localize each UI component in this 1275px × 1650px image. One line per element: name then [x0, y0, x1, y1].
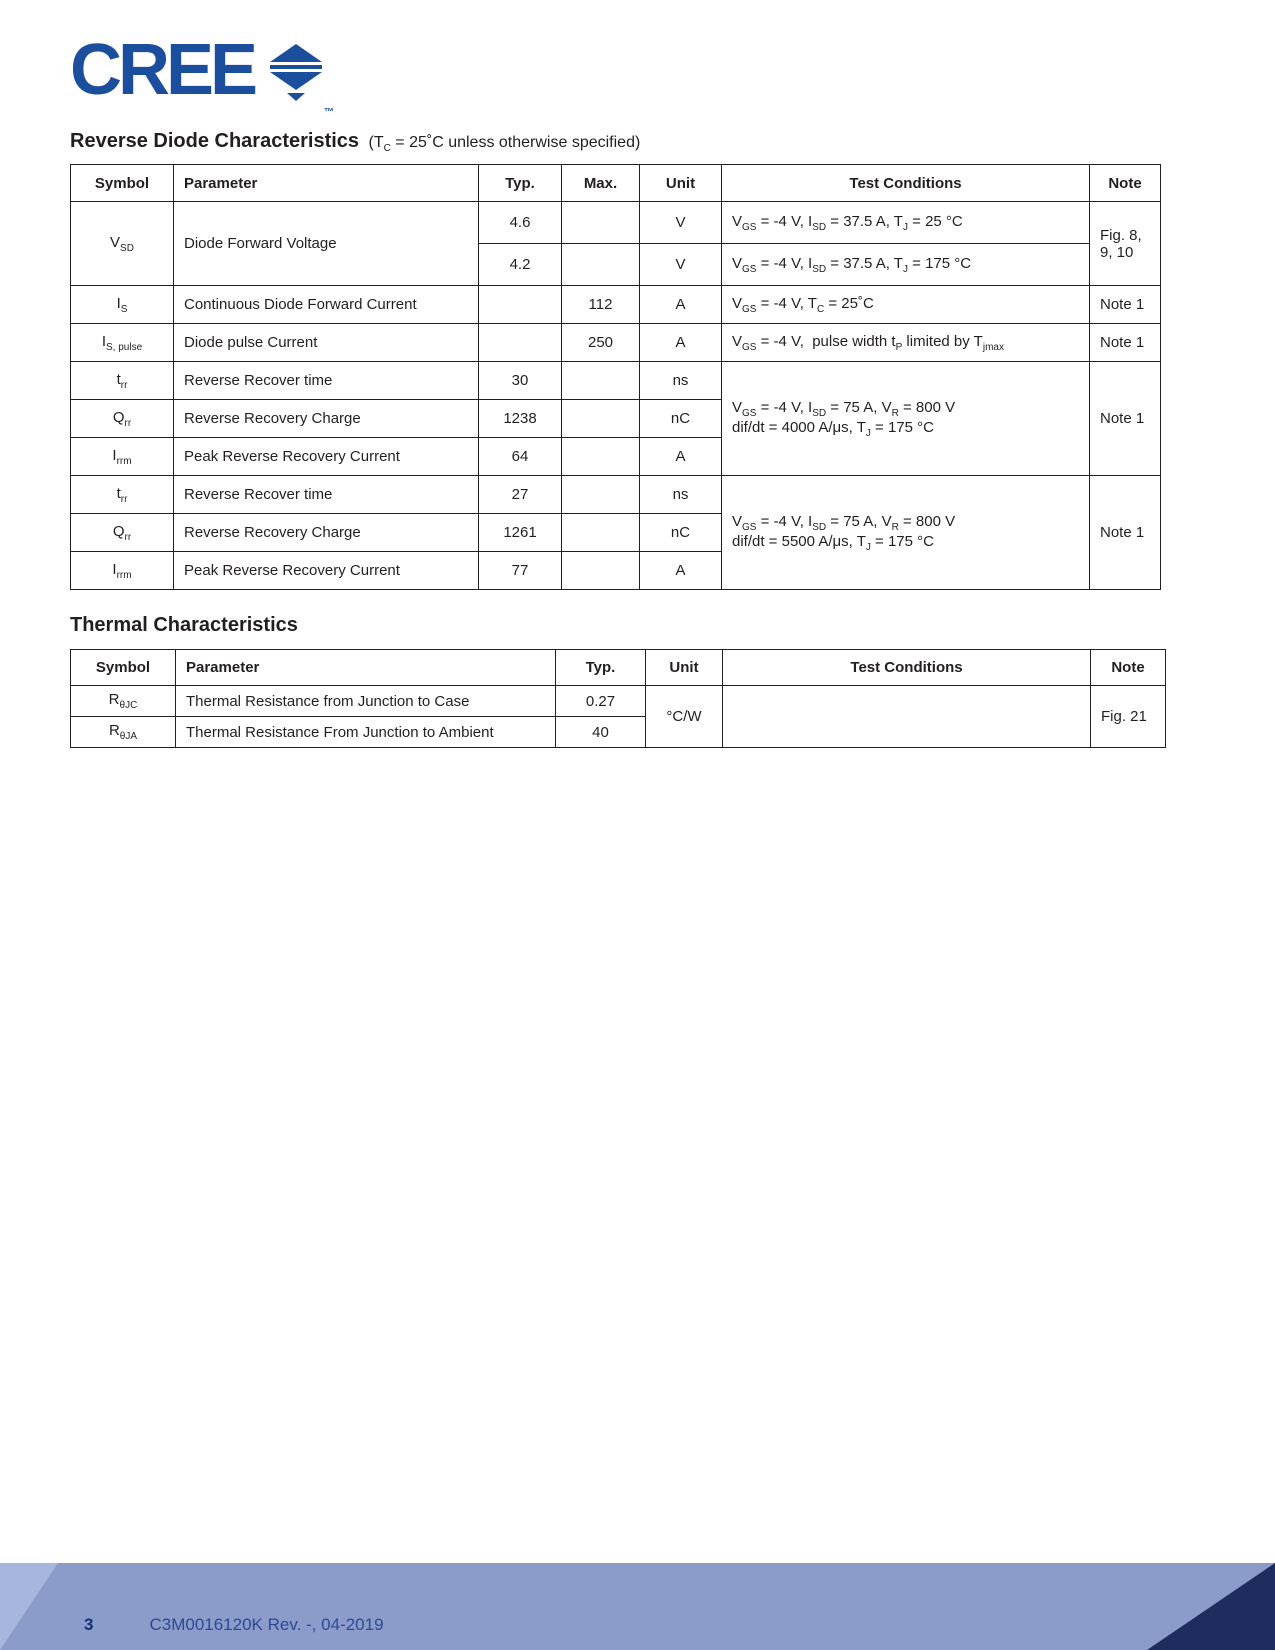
- test-conditions-cell: $V_{GS} = -4$ V, $I_{SD} = 75$ A, $V_R = 800$ V dif/dt = 5500 A/μs, $T_J = 175$ °C: [722, 476, 1090, 590]
- page-footer: [0, 1563, 1275, 1650]
- typ-cell: 1261: [479, 514, 562, 552]
- typ-cell: 4.2: [479, 244, 562, 286]
- unit-cell: ns: [640, 476, 722, 514]
- parameter-cell: Thermal Resistance From Junction to Ambient: [176, 717, 556, 748]
- header-max: Max.: [562, 165, 640, 202]
- max-cell: [562, 244, 640, 286]
- cree-logo: [70, 30, 1275, 120]
- typ-cell: 64: [479, 438, 562, 476]
- typ-cell: 0.27: [556, 686, 646, 717]
- test-conditions-cell: $V_{GS} = -4$ V, pulse width $t_P$ limited by $T_{jmax}$: [722, 324, 1090, 362]
- reverse-diode-section-heading: [70, 130, 1275, 154]
- max-cell: [562, 552, 640, 590]
- header-typ: Typ.: [479, 165, 562, 202]
- table-row-is: [71, 286, 1161, 324]
- note-cell: Note 1: [1090, 476, 1161, 590]
- logo-bar-shape: [270, 65, 322, 69]
- table-row-vsd-25c: [71, 202, 1161, 244]
- max-cell: [562, 476, 640, 514]
- unit-cell: nC: [640, 400, 722, 438]
- cree-logo-text: CREE: [70, 30, 255, 110]
- symbol-cell: $R_{\theta JC}$: [71, 686, 176, 717]
- table-row-trr-4000: [71, 362, 1161, 400]
- section-title: Reverse Diode Characteristics: [70, 130, 360, 152]
- note-cell: Note 1: [1090, 324, 1161, 362]
- symbol-cell: $Q_{rr}$: [71, 400, 174, 438]
- max-cell: [562, 362, 640, 400]
- table-header-row: [71, 165, 1161, 202]
- note-cell: Fig. 21: [1091, 686, 1166, 748]
- max-cell: [562, 514, 640, 552]
- typ-cell: 1238: [479, 400, 562, 438]
- test-conditions-cell: $V_{GS} = -4$ V, $T_C$ = 25˚C: [722, 286, 1090, 324]
- symbol-cell: $I_{rrm}$: [71, 438, 174, 476]
- section-subtitle: ($T_C$ = 25˚C unless otherwise specified): [368, 134, 641, 155]
- symbol-cell: $I_{rrm}$: [71, 552, 174, 590]
- parameter-cell: Peak Reverse Recovery Current: [174, 552, 479, 590]
- header-test-conditions: Test Conditions: [722, 165, 1090, 202]
- parameter-cell: Reverse Recovery Charge: [174, 514, 479, 552]
- max-cell: [562, 438, 640, 476]
- unit-cell: nC: [640, 514, 722, 552]
- header-unit: Unit: [640, 165, 722, 202]
- parameter-cell: Diode pulse Current: [174, 324, 479, 362]
- triangle-small-icon: [287, 93, 305, 101]
- thermal-table: [70, 649, 1166, 748]
- header-test-conditions: Test Conditions: [723, 650, 1091, 686]
- parameter-cell: Continuous Diode Forward Current: [174, 286, 479, 324]
- trademark-symbol: ™: [324, 107, 335, 118]
- symbol-cell: $t_{rr}$: [71, 362, 174, 400]
- typ-cell: 27: [479, 476, 562, 514]
- unit-cell: A: [640, 286, 722, 324]
- typ-cell: [479, 324, 562, 362]
- header-note: Note: [1091, 650, 1166, 686]
- typ-cell: 77: [479, 552, 562, 590]
- symbol-cell: $I_S$: [71, 286, 174, 324]
- triangle-down-icon: [270, 72, 322, 90]
- unit-cell: A: [640, 438, 722, 476]
- unit-cell: V: [640, 202, 722, 244]
- typ-cell: [479, 286, 562, 324]
- header-parameter: Parameter: [176, 650, 556, 686]
- note-cell: Note 1: [1090, 286, 1161, 324]
- typ-cell: 4.6: [479, 202, 562, 244]
- parameter-cell: Reverse Recovery Charge: [174, 400, 479, 438]
- note-cell: Note 1: [1090, 362, 1161, 476]
- thermal-section-heading: Thermal Characteristics: [70, 614, 298, 637]
- header-typ: Typ.: [556, 650, 646, 686]
- table-header-row: [71, 650, 1166, 686]
- page-content: [0, 0, 1275, 748]
- header-note: Note: [1090, 165, 1161, 202]
- footer-light-wedge-shape: [0, 1563, 58, 1650]
- note-cell: Fig. 8, 9, 10: [1090, 202, 1161, 286]
- cree-diamond-icon: [270, 44, 322, 101]
- unit-cell: °C/W: [646, 686, 723, 748]
- parameter-cell: Thermal Resistance from Junction to Case: [176, 686, 556, 717]
- parameter-cell: Peak Reverse Recovery Current: [174, 438, 479, 476]
- footer-dark-wedge-shape: [1147, 1563, 1275, 1650]
- typ-cell: 40: [556, 717, 646, 748]
- unit-cell: A: [640, 552, 722, 590]
- symbol-cell: $V_{SD}$: [71, 202, 174, 286]
- symbol-cell: $t_{rr}$: [71, 476, 174, 514]
- parameter-cell: Reverse Recover time: [174, 362, 479, 400]
- parameter-cell: Diode Forward Voltage: [174, 202, 479, 286]
- unit-cell: A: [640, 324, 722, 362]
- max-cell: 250: [562, 324, 640, 362]
- symbol-cell: $Q_{rr}$: [71, 514, 174, 552]
- symbol-cell: $R_{\theta JA}$: [71, 717, 176, 748]
- header-parameter: Parameter: [174, 165, 479, 202]
- max-cell: 112: [562, 286, 640, 324]
- table-row-is-pulse: [71, 324, 1161, 362]
- test-conditions-cell: $V_{GS} = -4$ V, $I_{SD} = 75$ A, $V_R = 800$ V dif/dt = 4000 A/μs, $T_J = 175$ °C: [722, 362, 1090, 476]
- max-cell: [562, 202, 640, 244]
- test-conditions-cell: $V_{GS} = -4$ V, $I_{SD} = 37.5$ A, $T_J = 175$ °C: [722, 244, 1090, 286]
- table-row-rthjc: [71, 686, 1166, 717]
- parameter-cell: Reverse Recover time: [174, 476, 479, 514]
- header-symbol: Symbol: [71, 650, 176, 686]
- typ-cell: 30: [479, 362, 562, 400]
- symbol-cell: $I_{S, pulse}$: [71, 324, 174, 362]
- header-symbol: Symbol: [71, 165, 174, 202]
- footer-text: [84, 1615, 384, 1635]
- document-reference: C3M0016120K Rev. -, 04-2019: [149, 1615, 384, 1634]
- table-row-trr-5500: [71, 476, 1161, 514]
- max-cell: [562, 400, 640, 438]
- test-conditions-cell: $V_{GS} = -4$ V, $I_{SD} = 37.5$ A, $T_J = 25$ °C: [722, 202, 1090, 244]
- header-unit: Unit: [646, 650, 723, 686]
- unit-cell: V: [640, 244, 722, 286]
- reverse-diode-table: [70, 164, 1161, 590]
- triangle-up-icon: [270, 44, 322, 62]
- test-conditions-cell: [723, 686, 1091, 748]
- page-number: 3: [84, 1615, 94, 1634]
- unit-cell: ns: [640, 362, 722, 400]
